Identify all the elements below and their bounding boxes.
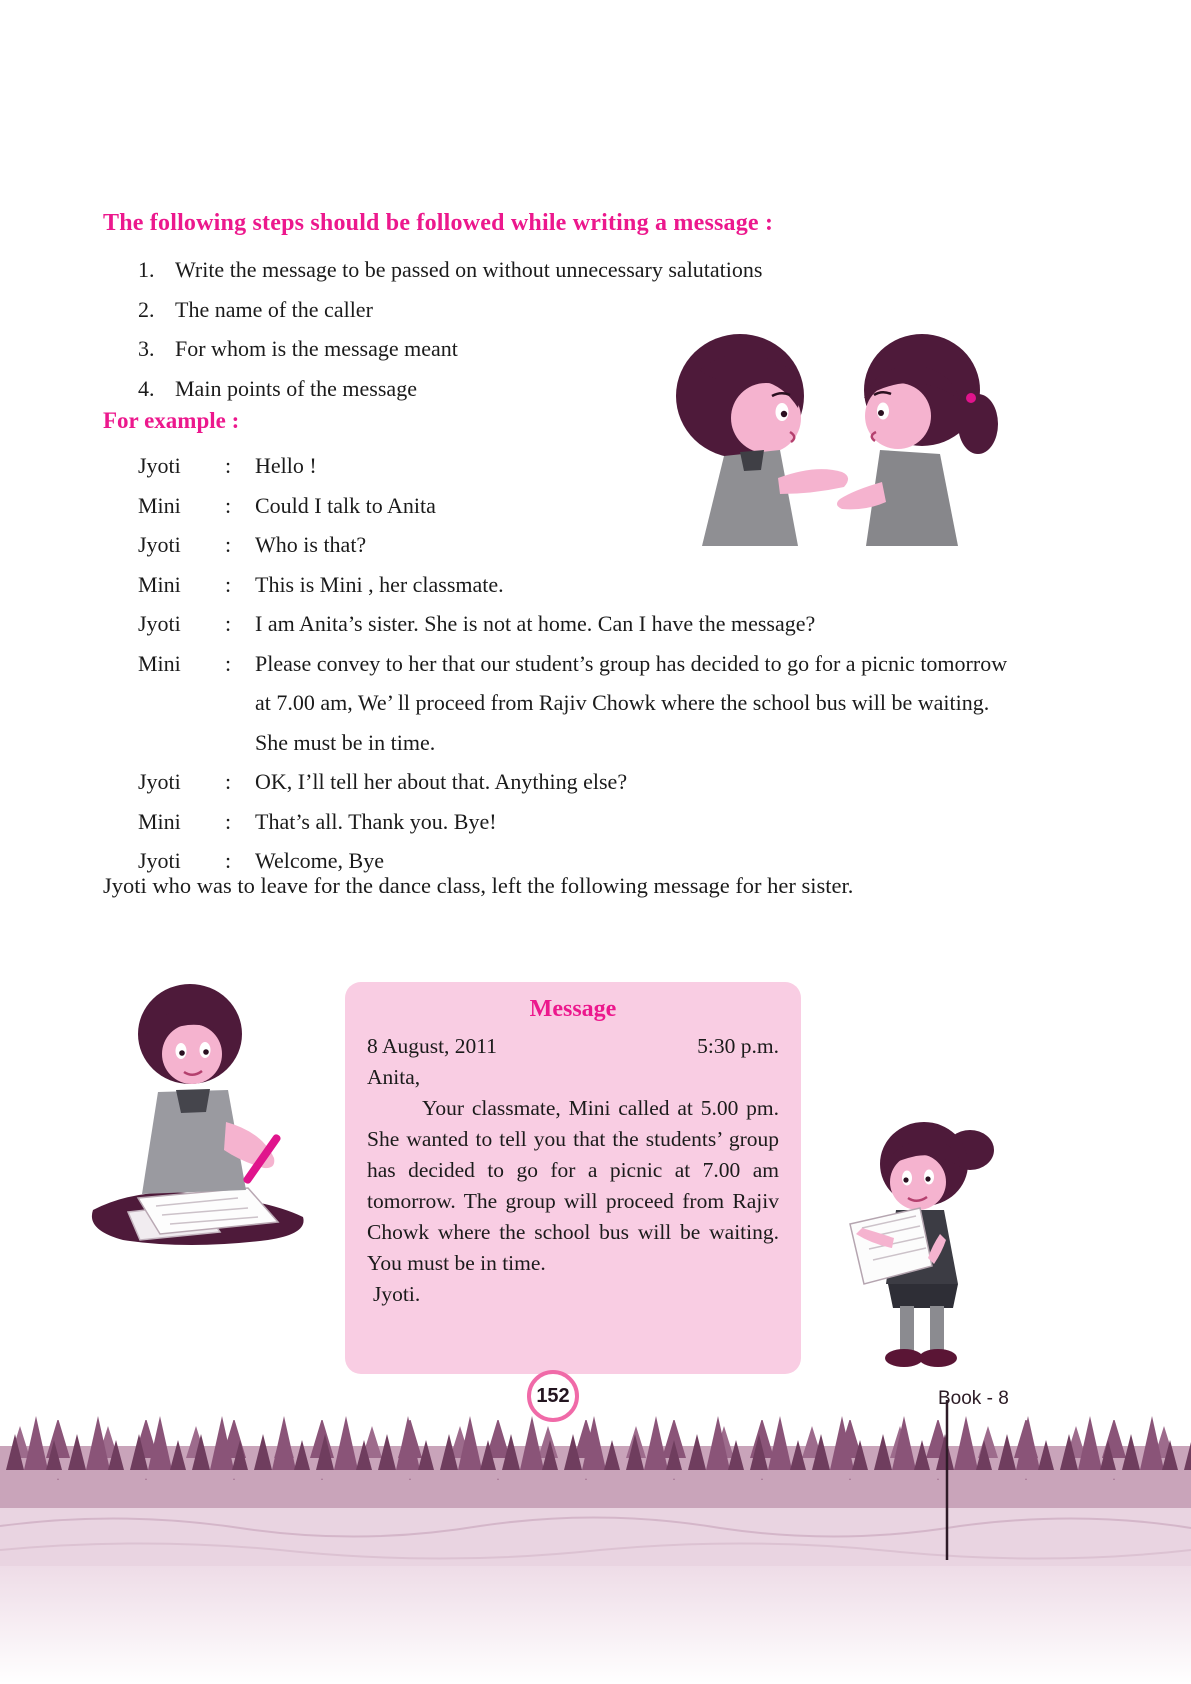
dialogue-speaker: Jyoti: [138, 611, 181, 636]
step-text: Main points of the message: [175, 375, 417, 401]
message-box: [345, 982, 801, 1374]
dialogue-speaker: Mini: [138, 571, 181, 597]
page-number-badge: [527, 1370, 579, 1422]
step-number: 3.: [138, 336, 155, 361]
dialogue-speaker: Jyoti: [138, 848, 181, 873]
dialogue-colon: :: [225, 611, 232, 636]
message-title: Message: [529, 996, 617, 1022]
dialogue-speaker: Mini: [138, 492, 181, 518]
step-number: 4.: [138, 375, 155, 401]
dialogue-colon: :: [225, 650, 232, 676]
dialogue-colon: :: [225, 571, 232, 597]
dialogue-colon: :: [225, 848, 232, 873]
two-girls-talking-illustration: [640, 318, 1010, 563]
dialogue-text: I am Anita’s sister. She is not at home. Can I have the message?: [255, 611, 816, 636]
step-number: 2.: [138, 296, 155, 322]
section-heading: The following steps should be followed while writing a message :: [103, 210, 774, 236]
dialogue-text: Who is that?: [255, 532, 367, 557]
step-item: [138, 250, 958, 290]
message-signature: Jyoti.: [373, 1282, 421, 1306]
example-label: For example :: [103, 408, 240, 433]
message-salutation: Anita,: [367, 1065, 421, 1089]
page-number: 152: [536, 1384, 570, 1407]
dialogue-colon: :: [225, 453, 232, 478]
step-text: The name of the caller: [175, 296, 373, 322]
dialogue-text: Could I talk to Anita: [255, 492, 436, 518]
dialogue-speaker: Jyoti: [138, 769, 181, 794]
dialogue-text: OK, I’ll tell her about that. Anything else?: [255, 769, 628, 794]
message-meta: [367, 1031, 779, 1062]
dialogue-colon: :: [225, 492, 232, 518]
message-time: 5:30 p.m.: [697, 1034, 779, 1058]
dialogue-colon: :: [225, 769, 232, 794]
dialogue-row: [138, 565, 1018, 605]
dialogue-speaker: Mini: [138, 650, 181, 676]
girl-writing-illustration: [78, 972, 318, 1272]
dialogue-text: This is Mini , her classmate.: [255, 571, 504, 597]
dialogue-row: [138, 762, 1018, 802]
closing-line: Jyoti who was to leave for the dance class, left the following message for her sister.: [103, 873, 854, 898]
message-date: 8 August, 2011: [367, 1034, 498, 1058]
dialogue-row: [138, 644, 1018, 763]
girl-reading-illustration: [832, 1106, 1007, 1376]
dialogue-speaker: Jyoti: [138, 453, 181, 478]
dialogue-text: That’s all. Thank you. Bye!: [255, 808, 497, 834]
dialogue-row: [138, 604, 1018, 644]
dialogue-speaker: Jyoti: [138, 532, 181, 557]
step-text: For whom is the message meant: [175, 336, 458, 361]
step-number: 1.: [138, 257, 155, 282]
step-text: Write the message to be passed on without unnecessary salutations: [175, 257, 763, 282]
dialogue-speaker: Mini: [138, 808, 181, 834]
dialogue-text: Hello !: [255, 453, 317, 478]
message-body: Your classmate, Mini called at 5.00 pm. She wanted to tell you that the students’ group has decided to go for a picnic at 7.00 am tomorrow. The group will proceed from Rajiv Chowk where the school bus will be waiting. You must be in time.: [367, 1096, 779, 1275]
book-label: Book - 8: [938, 1388, 1009, 1409]
forest-border-decoration: [0, 1400, 1191, 1684]
dialogue-row: [138, 802, 1018, 842]
dialogue-text: Welcome, Bye: [255, 848, 384, 873]
dialogue-colon: :: [225, 808, 232, 834]
dialogue-text: Please convey to her that our student’s group has decided to go for a picnic tomorrow at 7.00 am, We’ ll proceed from Rajiv Chowk where the school bus will be waiting. She must be in time.: [255, 650, 1008, 755]
dialogue-colon: :: [225, 532, 232, 557]
